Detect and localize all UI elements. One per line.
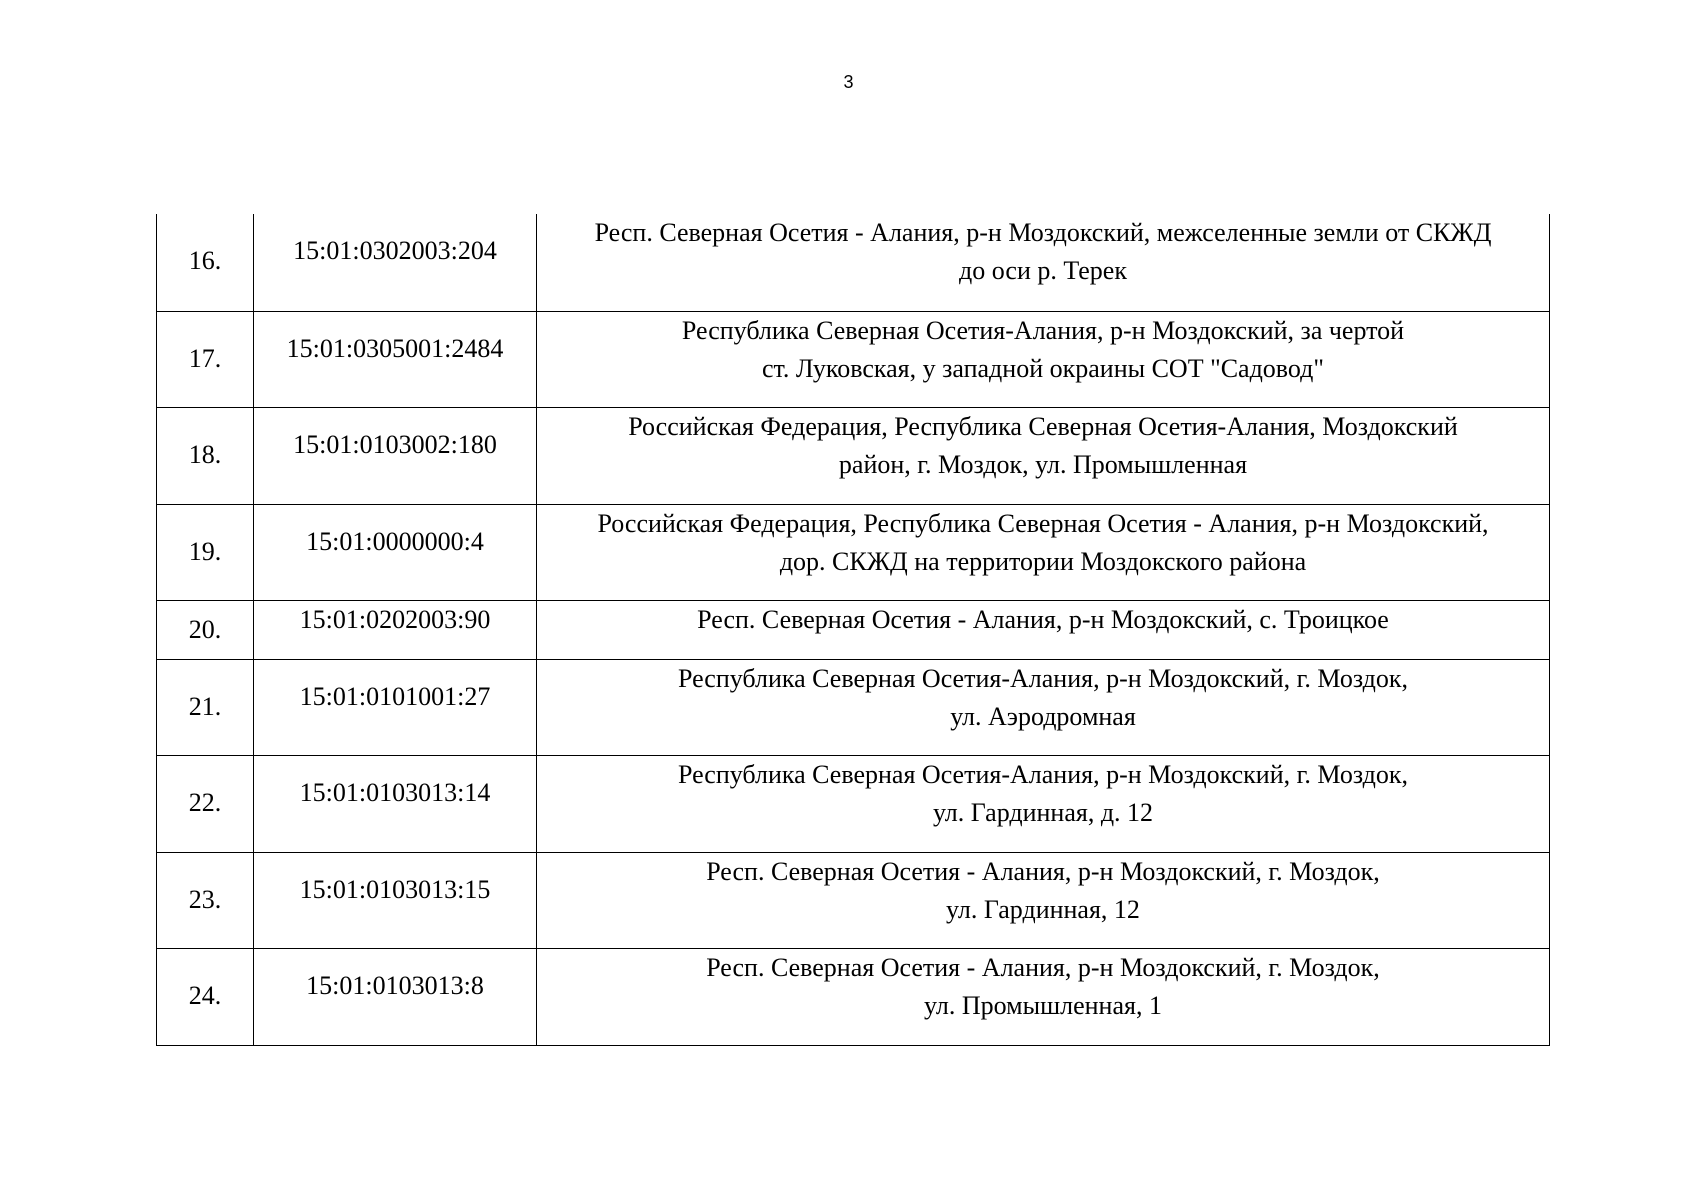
address — [537, 948, 1550, 1045]
cadastral-number: 15:01:0103013:15 — [254, 852, 537, 948]
row-number: 18. — [157, 407, 254, 504]
address-line: Респ. Северная Осетия - Алания, р-н Моздокский, г. Моздок, — [706, 952, 1380, 982]
address — [537, 852, 1550, 948]
table-row — [157, 948, 1550, 1045]
cadastral-number: 15:01:0103013:14 — [254, 755, 537, 852]
address-line: ул. Аэродромная — [950, 701, 1136, 731]
address-line: Респ. Северная Осетия - Алания, р-н Моздокский, г. Моздок, — [706, 856, 1380, 886]
address-line: Респ. Северная Осетия - Алания, р-н Моздокский, межселенные земли от СКЖД — [594, 218, 1492, 247]
address — [537, 214, 1550, 311]
address-line: Республика Северная Осетия-Алания, р-н Моздокский, г. Моздок, — [677, 663, 1408, 693]
address-line: ул. Гардинная, 12 — [946, 894, 1140, 924]
address-line: Республика Северная Осетия-Алания, р-н Моздокский, г. Моздок, — [677, 759, 1408, 789]
address — [537, 600, 1550, 659]
table-row — [157, 659, 1550, 755]
row-number: 22. — [157, 755, 254, 852]
row-number: 20. — [157, 600, 254, 659]
address-line: ул. Промышленная, 1 — [924, 990, 1162, 1020]
row-number: 23. — [157, 852, 254, 948]
cadastral-number: 15:01:0103002:180 — [254, 407, 537, 504]
table-row — [157, 600, 1550, 659]
address-line: ст. Луковская, у западной окраины СОТ "Садовод" — [761, 353, 1324, 383]
row-number: 24. — [157, 948, 254, 1045]
row-number: 21. — [157, 659, 254, 755]
address — [537, 755, 1550, 852]
cadastral-number: 15:01:0305001:2484 — [254, 311, 537, 407]
table-row — [157, 214, 1550, 311]
address — [537, 659, 1550, 755]
address-line: Респ. Северная Осетия - Алания, р-н Моздокский, с. Троицкое — [697, 604, 1389, 634]
cadastral-number: 15:01:0000000:4 — [254, 504, 537, 600]
address-line: район, г. Моздок, ул. Промышленная — [838, 449, 1248, 479]
table-row — [157, 755, 1550, 852]
address — [537, 407, 1550, 504]
cadastral-number: 15:01:0101001:27 — [254, 659, 537, 755]
address — [537, 504, 1550, 600]
address-line: Российская Федерация, Республика Северная Осетия-Алания, Моздокский — [628, 411, 1458, 441]
row-number: 19. — [157, 504, 254, 600]
land-plot-table — [156, 214, 1550, 1046]
table-row — [157, 852, 1550, 948]
address-line: до оси р. Терек — [959, 256, 1127, 285]
address — [537, 311, 1550, 407]
cadastral-number: 15:01:0103013:8 — [254, 948, 537, 1045]
page-number: 3 — [843, 72, 854, 92]
address-line: ул. Гардинная, д. 12 — [932, 797, 1154, 827]
address-line: Российская Федерация, Республика Северная Осетия - Алания, р-н Моздокский, — [597, 508, 1489, 538]
address-line: Республика Северная Осетия-Алания, р-н Моздокский, за чертой — [681, 315, 1405, 345]
table-row — [157, 504, 1550, 600]
row-number: 17. — [157, 311, 254, 407]
table-row — [157, 407, 1550, 504]
table-row — [157, 311, 1550, 407]
cadastral-number: 15:01:0202003:90 — [254, 600, 537, 659]
address-line: дор. СКЖД на территории Моздокского района — [779, 546, 1307, 576]
cadastral-number: 15:01:0302003:204 — [254, 214, 537, 311]
row-number: 16. — [157, 214, 254, 311]
